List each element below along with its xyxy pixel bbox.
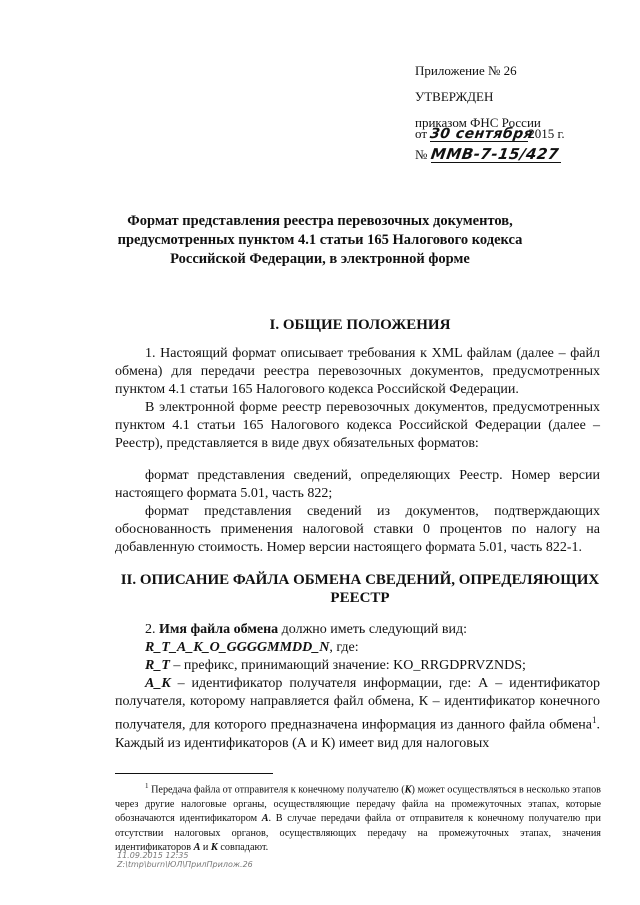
date-suffix: 2015 г. xyxy=(528,126,565,141)
section-2-heading: II. ОПИСАНИЕ ФАЙЛА ОБМЕНА СВЕДЕНИЙ, ОПРЕДЕЛЯЮЩИХ РЕЕСТР xyxy=(120,572,600,606)
section-1-paragraph-3: формат представления сведений, определяющих Реестр. Номер версии настоящего формата 5.01, часть 822; xyxy=(115,468,600,501)
section-1-paragraph-4: формат представления сведений из документов, подтверждающих обоснованность применения налоговой ставки 0 процентов по налогу на добавленную стоимость. Номер версии настоящего формата 5.01, часть 822-1. xyxy=(115,504,600,555)
print-stamp: 11.09.2015 12:35 Z:\tmp\burn\ЮЛ\ПрилПрилож.26 xyxy=(117,851,253,869)
footnote: $^1$ Передача файла от отправителя к конечному получателю (К) может осуществляться в несколько этапов через другие налоговые органы, осуществляющие передачу файла на промежуточных этапах, которые обозначаются идентификатором А. В случае передачи файла от отправителя к конечному получателю при отсутствии налоговых органов, осуществляющих передачу на промежуточных этапах, значения идентификаторов А и К совпадают. xyxy=(115,782,601,854)
order-date xyxy=(415,125,565,143)
appendix-label: Приложение № 26 xyxy=(415,63,517,78)
document-title: Формат представления реестра перевозочных документов, предусмотренных пунктом 4.1 статьи 165 Налогового кодекса Российской Федерации, в электронной форме xyxy=(117,213,523,267)
file-name-pattern: R_T_A_K_O_GGGGMMDD_N, где: xyxy=(145,640,359,655)
number-handwritten: ММВ-7-15/427 xyxy=(429,145,560,163)
section-1-heading: I. ОБЩИЕ ПОЛОЖЕНИЯ xyxy=(269,317,451,333)
section-1-paragraph-1: 1. Настоящий формат описывает требования к XML файлам (далее – файл обмена) для передачи реестра перевозочных документов, предусмотренных пунктом 4.1 статьи 165 Налогового кодекса Российской Федерации. xyxy=(115,346,600,397)
prefix-description: R_T – префикс, принимающий значение: KO_RRGDPRVZNDS; xyxy=(145,658,526,673)
approved-label: УТВЕРЖДЕН xyxy=(415,89,494,104)
number-prefix: № xyxy=(415,147,428,162)
recipient-description: A_K – идентификатор получателя информации, где: А – идентификатор получателя, которому направляется файл обмена, К – идентификатор конечного получателя, для которого предназначена информация из данного файла обмена$^1$. Каждый из идентификаторов (А и К) имеет вид для налоговых xyxy=(115,676,600,751)
footnote-divider xyxy=(115,773,273,774)
date-handwritten: 30 сентября xyxy=(429,126,535,142)
section-2-paragraph-1: 2. Имя файла обмена должно иметь следующий вид: xyxy=(145,622,468,637)
order-label: приказом ФНС России xyxy=(415,115,541,130)
footnote-ref: 1 xyxy=(592,715,597,725)
section-1-paragraph-2: В электронной форме реестр перевозочных документов, предусмотренных пунктом 4.1 статьи 165 Налогового кодекса Российской Федерации (далее – Реестр), представляется в виде двух обязательных форматов: xyxy=(115,400,600,451)
date-prefix: от xyxy=(415,126,428,141)
order-number xyxy=(415,146,561,164)
